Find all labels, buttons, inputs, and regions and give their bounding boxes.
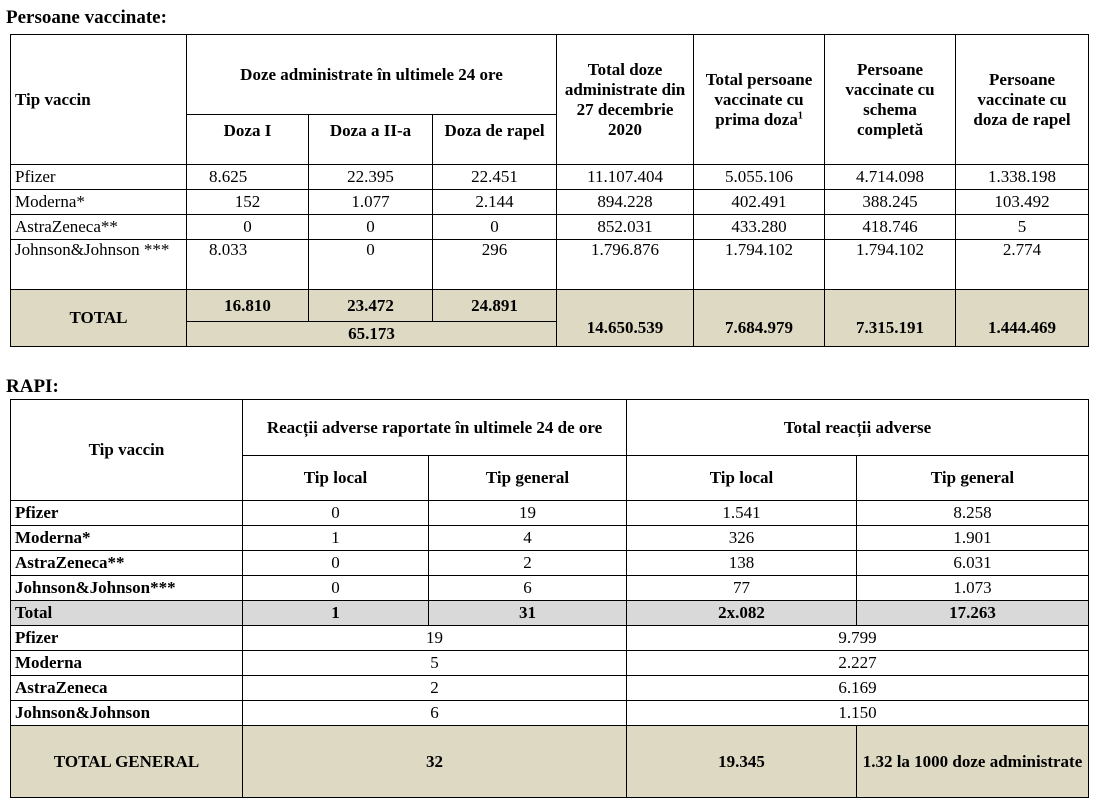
cell-value: 388.245 <box>825 190 956 215</box>
summary-row <box>11 626 1089 651</box>
vaccine-name: Johnson&Johnson*** <box>11 576 243 601</box>
cell-value: 4.714.098 <box>825 165 956 190</box>
cell-value: 8.625 <box>187 165 309 190</box>
cell-value: 24.891 <box>433 290 557 322</box>
cell-value: 2 <box>243 676 627 701</box>
vaccine-name: Johnson&Johnson <box>11 701 243 726</box>
header-total-prima: Total persoane vaccinate cu prima doza$^1$ <box>694 35 825 165</box>
cell-value: 8.258 <box>857 501 1089 526</box>
vaccine-name: Moderna* <box>11 526 243 551</box>
cell-value: 8.033 <box>187 240 309 290</box>
cell-value: 418.746 <box>825 215 956 240</box>
table-row <box>11 576 1089 601</box>
vaccine-name: AstraZeneca** <box>11 551 243 576</box>
cell-value: 9.799 <box>627 626 1089 651</box>
cell-value: 19 <box>243 626 627 651</box>
cell-value: 1.150 <box>627 701 1089 726</box>
cell-value: 6 <box>429 576 627 601</box>
cell-value: 1.077 <box>309 190 433 215</box>
rapi-header-tip-general-24: Tip general <box>429 456 627 501</box>
table-row <box>11 190 1089 215</box>
total-24h-sum: 65.173 <box>187 322 557 347</box>
cell-value: 0 <box>243 576 429 601</box>
cell-value: 326 <box>627 526 857 551</box>
header-doza-1: Doza I <box>187 115 309 165</box>
cell-value: 14.650.539 <box>557 290 694 347</box>
cell-value: 7.315.191 <box>825 290 956 347</box>
cell-value: 433.280 <box>694 215 825 240</box>
rapi-table <box>10 399 1089 798</box>
vaccinated-heading: Persoane vaccinate: <box>6 7 167 28</box>
cell-value: 0 <box>309 215 433 240</box>
cell-value: 2 <box>429 551 627 576</box>
rapi-header-tip-local-24: Tip local <box>243 456 429 501</box>
cell-value: 5.055.106 <box>694 165 825 190</box>
summary-row <box>11 676 1089 701</box>
cell-value: 0 <box>433 215 557 240</box>
cell-value: 31 <box>429 601 627 626</box>
summary-row <box>11 701 1089 726</box>
cell-value: 4 <box>429 526 627 551</box>
cell-value: 0 <box>243 501 429 526</box>
cell-value: 5 <box>243 651 627 676</box>
header-doza-2: Doza a II-a <box>309 115 433 165</box>
cell-value: 7.684.979 <box>694 290 825 347</box>
rapi-header-total-reactii: Total reacții adverse <box>627 400 1089 456</box>
cell-value: 11.107.404 <box>557 165 694 190</box>
summary-row <box>11 651 1089 676</box>
cell-value: 6.169 <box>627 676 1089 701</box>
total-row <box>11 290 1089 322</box>
header-doses-24h: Doze administrate în ultimele 24 ore <box>187 35 557 115</box>
rapi-header-tip-local-total: Tip local <box>627 456 857 501</box>
cell-value: 0 <box>309 240 433 290</box>
cell-value: 1.794.102 <box>694 240 825 290</box>
total-label: TOTAL <box>11 290 187 347</box>
table-row <box>11 526 1089 551</box>
cell-value: 103.492 <box>956 190 1089 215</box>
general-ratio: 1.32 la 1000 doze administrate <box>857 726 1089 798</box>
cell-value: 1.073 <box>857 576 1089 601</box>
table-row <box>11 501 1089 526</box>
vaccine-name: Johnson&Johnson *** <box>11 240 187 290</box>
cell-value: 138 <box>627 551 857 576</box>
general-total-label: TOTAL GENERAL <box>11 726 243 798</box>
cell-value: 1.796.876 <box>557 240 694 290</box>
cell-value: 1.338.198 <box>956 165 1089 190</box>
rapi-header-reactii-24: Reacții adverse raportate în ultimele 24 de ore <box>243 400 627 456</box>
table-row <box>11 240 1089 290</box>
cell-value: 23.472 <box>309 290 433 322</box>
cell-value: 0 <box>243 551 429 576</box>
cell-value: 16.810 <box>187 290 309 322</box>
rapi-header-tip-vaccin: Tip vaccin <box>11 400 243 501</box>
cell-value: 1 <box>243 601 429 626</box>
cell-value: 1 <box>243 526 429 551</box>
cell-value: 32 <box>243 726 627 798</box>
cell-value: 19.345 <box>627 726 857 798</box>
vaccine-name: AstraZeneca <box>11 676 243 701</box>
cell-value: 402.491 <box>694 190 825 215</box>
vaccine-name: Pfizer <box>11 626 243 651</box>
cell-value: 2.227 <box>627 651 1089 676</box>
vaccine-name: Pfizer <box>11 501 243 526</box>
cell-value: 77 <box>627 576 857 601</box>
cell-value: 17.263 <box>857 601 1089 626</box>
vaccinated-table <box>10 34 1089 347</box>
rapi-header-tip-general-total: Tip general <box>857 456 1089 501</box>
cell-value: 894.228 <box>557 190 694 215</box>
cell-value: 19 <box>429 501 627 526</box>
cell-value: 2.774 <box>956 240 1089 290</box>
cell-value: 5 <box>956 215 1089 240</box>
header-total-doze: Total doze administrate din 27 decembrie 2020 <box>557 35 694 165</box>
cell-value: 6 <box>243 701 627 726</box>
total-label: Total <box>11 601 243 626</box>
rapi-heading: RAPI: <box>6 376 59 397</box>
table-row <box>11 551 1089 576</box>
vaccine-name: Moderna* <box>11 190 187 215</box>
cell-value: 1.541 <box>627 501 857 526</box>
total-row <box>11 601 1089 626</box>
cell-value: 6.031 <box>857 551 1089 576</box>
general-total-row <box>11 726 1089 798</box>
cell-value: 0 <box>187 215 309 240</box>
cell-value: 152 <box>187 190 309 215</box>
table-row <box>11 215 1089 240</box>
cell-value: 296 <box>433 240 557 290</box>
cell-value: 1.444.469 <box>956 290 1089 347</box>
header-schema-completa: Persoane vaccinate cu schema completă <box>825 35 956 165</box>
table-row <box>11 165 1089 190</box>
cell-value: 1.794.102 <box>825 240 956 290</box>
cell-value: 2.144 <box>433 190 557 215</box>
cell-value: 22.395 <box>309 165 433 190</box>
header-tip-vaccin: Tip vaccin <box>11 35 187 165</box>
vaccine-name: Pfizer <box>11 165 187 190</box>
header-doza-rapel: Persoane vaccinate cu doza de rapel <box>956 35 1089 165</box>
cell-value: 2x.082 <box>627 601 857 626</box>
vaccine-name: Moderna <box>11 651 243 676</box>
vaccine-name: AstraZeneca** <box>11 215 187 240</box>
cell-value: 1.901 <box>857 526 1089 551</box>
cell-value: 22.451 <box>433 165 557 190</box>
cell-value: 852.031 <box>557 215 694 240</box>
header-rapel: Doza de rapel <box>433 115 557 165</box>
